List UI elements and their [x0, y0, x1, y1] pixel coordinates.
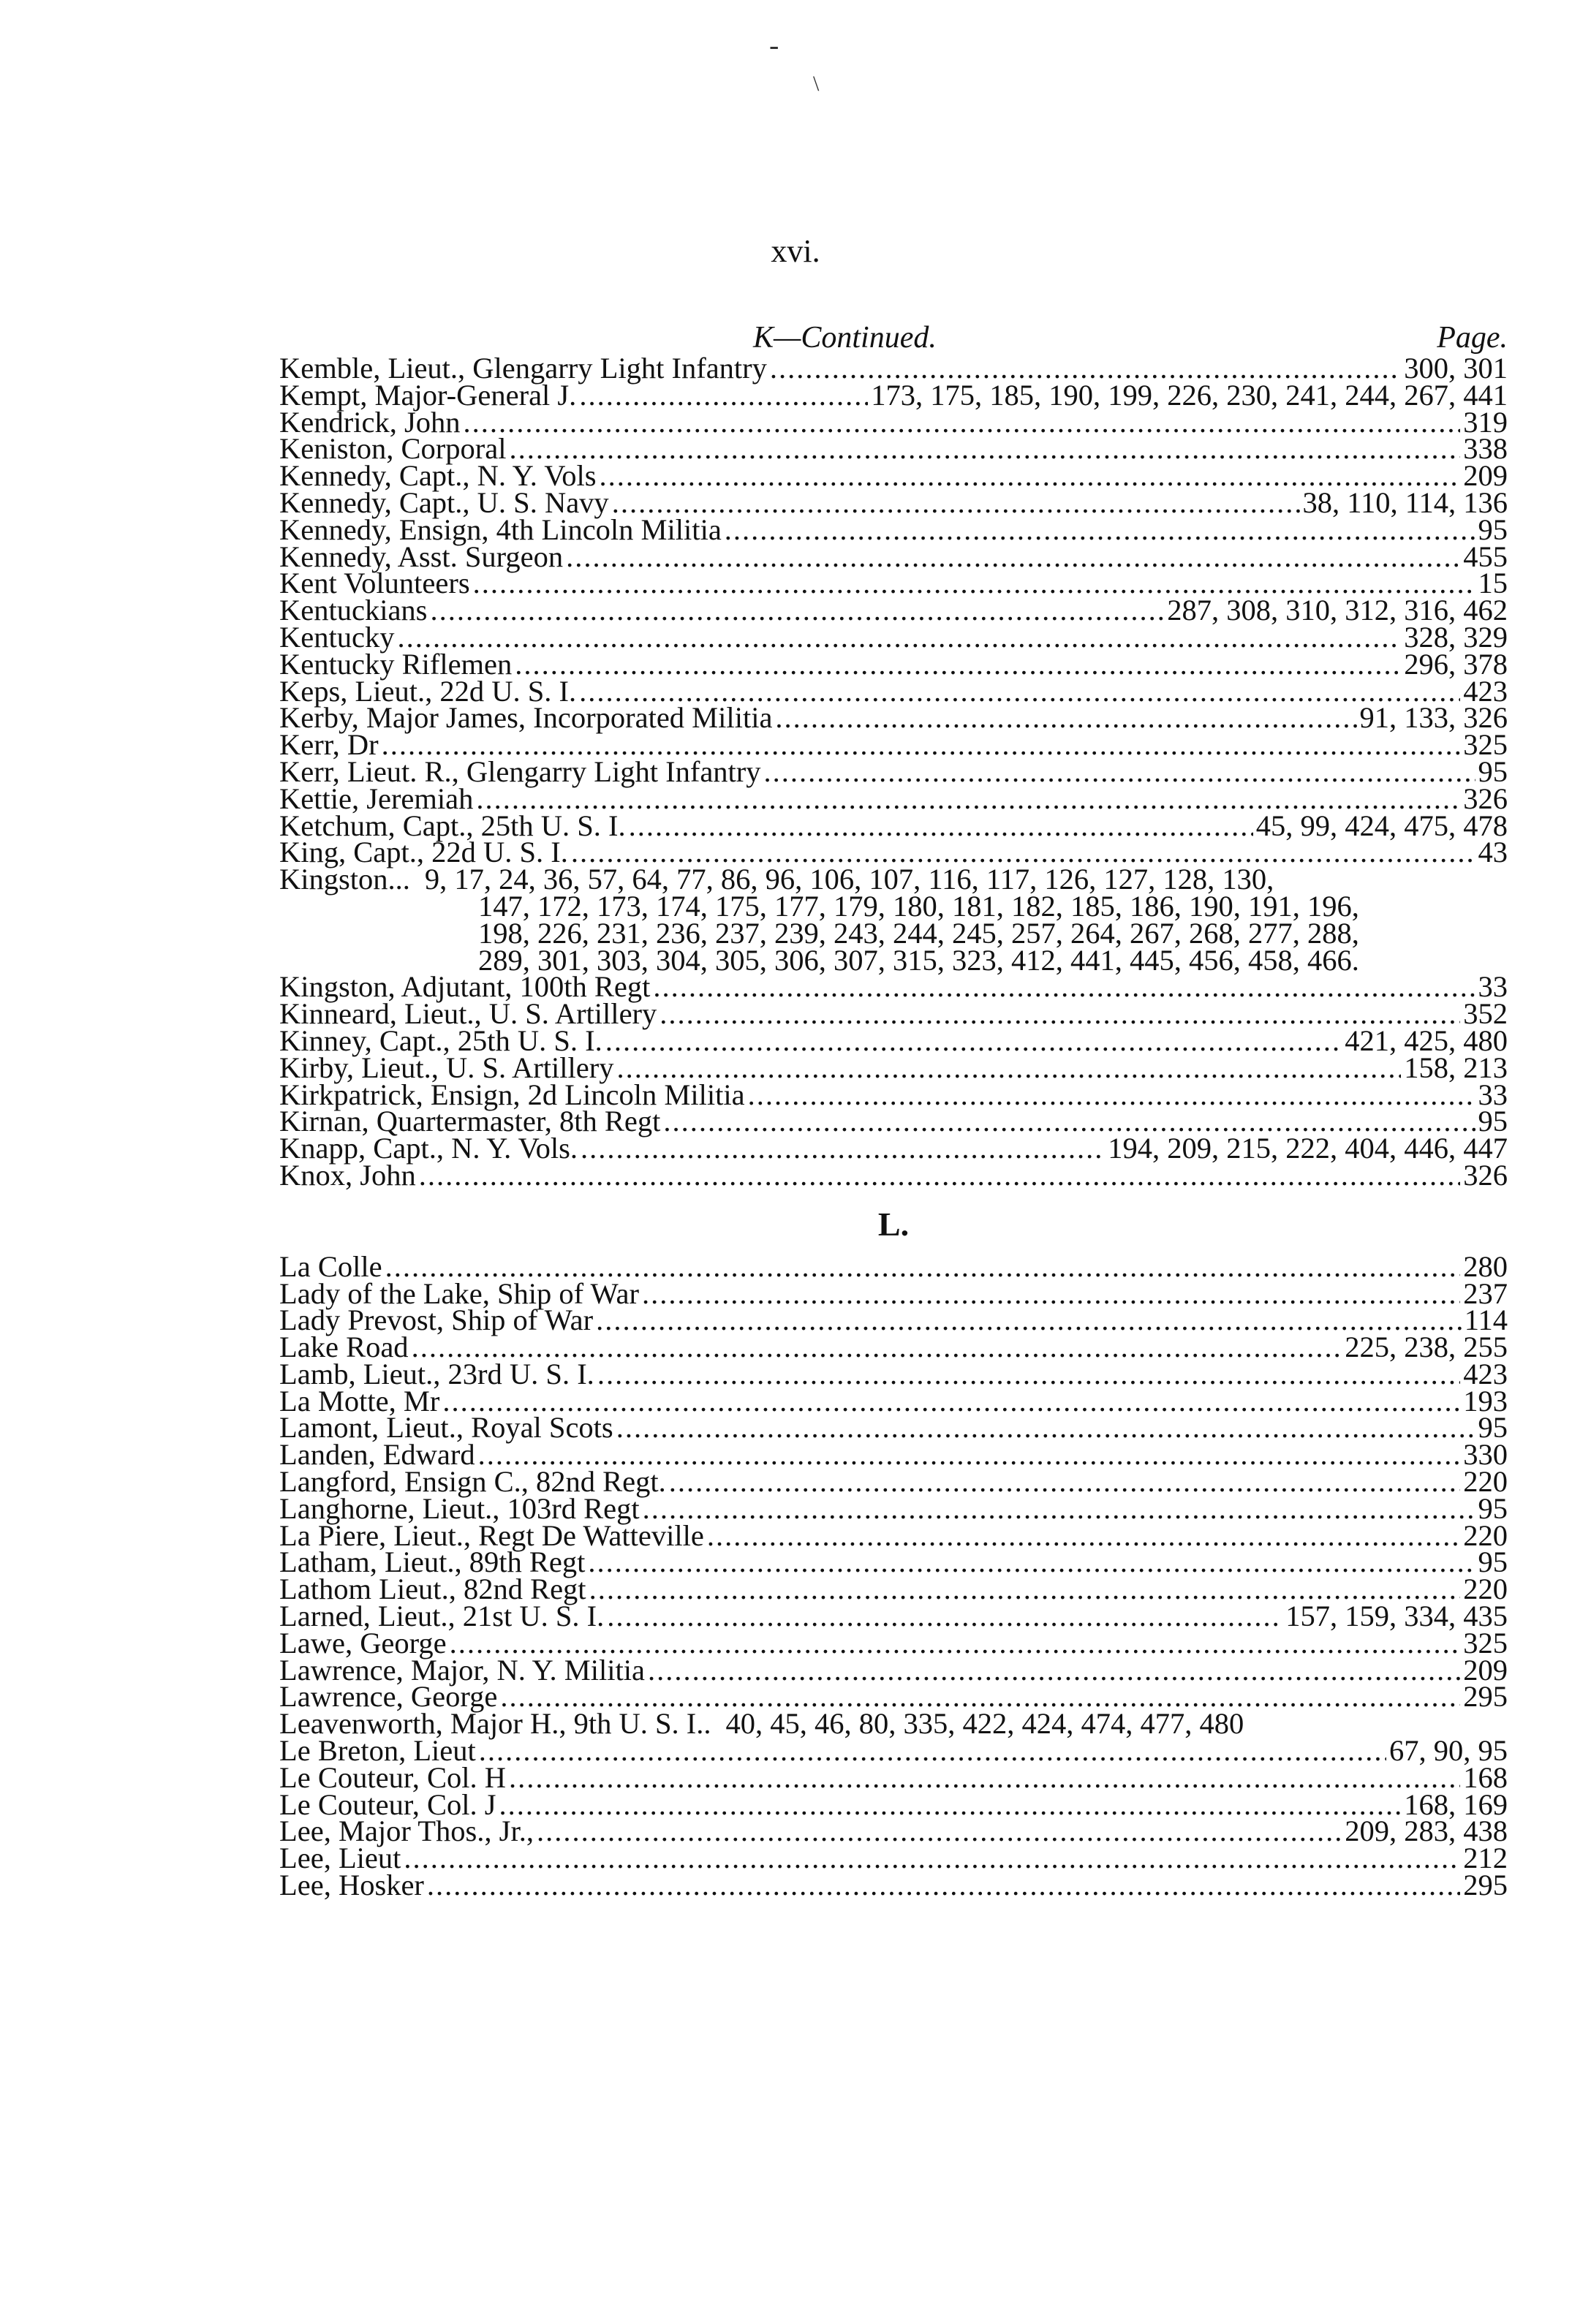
- entry-pages: 326: [1463, 1158, 1508, 1192]
- entry-pages: 225, 238, 255: [1345, 1331, 1508, 1364]
- entry-name: Keps, Lieut., 22d U. S. I.: [279, 674, 577, 708]
- index-entry: [279, 1303, 1508, 1337]
- entry-pages: 194, 209, 215, 222, 404, 446, 447: [1108, 1132, 1508, 1165]
- page-column-label: Page.: [1437, 321, 1508, 355]
- entry-pages: 423: [1463, 674, 1508, 708]
- entry-pages: 325: [1463, 728, 1508, 762]
- dot-leader: [566, 544, 1460, 571]
- index-sections: [279, 352, 1508, 1902]
- entry-pages: 168: [1463, 1760, 1508, 1794]
- entry-pages: 95: [1478, 1411, 1508, 1445]
- entry-pages: 209: [1463, 1653, 1508, 1687]
- page-number: xvi.: [771, 233, 820, 269]
- entry-name: Langhorne, Lieut., 103rd Regt: [279, 1491, 640, 1525]
- entry-pages: 168, 169: [1404, 1787, 1508, 1821]
- entry-pages: 287, 308, 310, 312, 316, 462: [1167, 594, 1508, 627]
- dot-leader: [660, 1001, 1460, 1028]
- entry-name: Lawrence, Major, N. Y. Militia: [279, 1653, 646, 1687]
- entry-name: Kennedy, Ensign, 4th Lincoln Militia: [279, 512, 722, 546]
- dot-leader: [596, 1307, 1462, 1334]
- entry-pages: 95: [1478, 512, 1508, 546]
- entry-pages: 95: [1478, 1545, 1508, 1579]
- index-header: [279, 306, 1508, 355]
- entry-name: Landen, Edward: [279, 1438, 475, 1472]
- entry-name: Lady of the Lake, Ship of War: [279, 1276, 639, 1310]
- entry-name: Kempt, Major-General J.: [279, 378, 577, 412]
- entry-name: Ketchum, Capt., 25th U. S. I.: [279, 809, 626, 842]
- entry-name: Lawe, George: [279, 1626, 447, 1659]
- dot-leader: [775, 705, 1356, 732]
- entry-pages: 209, 283, 438: [1345, 1814, 1508, 1848]
- dot-leader: [537, 1818, 1342, 1845]
- index-list: [279, 306, 1508, 1902]
- entry-name: Kennedy, Asst. Surgeon: [279, 540, 564, 573]
- dot-leader: [385, 1254, 1461, 1281]
- entry-name: Kemble, Lieut., Glengarry Light Infantry: [279, 352, 767, 385]
- dot-leader: [616, 1055, 1401, 1082]
- entry-pages-continued: 289, 301, 303, 304, 305, 306, 307, 315, 323, 412, 441, 445, 456, 458, 466.: [478, 943, 1359, 977]
- entry-pages: 158, 213: [1404, 1051, 1508, 1084]
- entry-name: Kinney, Capt., 25th U. S. I.: [279, 1023, 602, 1057]
- dot-leader: [588, 1549, 1475, 1576]
- index-entry: [279, 1357, 1508, 1390]
- dot-leader: [669, 1469, 1461, 1496]
- dot-leader: [605, 1028, 1342, 1055]
- entry-pages: 352: [1463, 997, 1508, 1031]
- entry-pages: 67, 90, 95: [1389, 1734, 1508, 1768]
- entry-name: Latham, Lieut., 89th Regt: [279, 1545, 586, 1579]
- dot-leader: [764, 759, 1475, 786]
- entry-pages: 33: [1478, 1078, 1508, 1111]
- entry-name: Larned, Lieut., 21st U. S. I.: [279, 1600, 605, 1633]
- entry-name: Kirnan, Quartermaster, 8th Regt: [279, 1105, 661, 1138]
- entry-name: Kerr, Dr: [279, 728, 379, 762]
- entry-name: Lake Road: [279, 1331, 409, 1364]
- entry-pages: 9, 17, 24, 36, 57, 64, 77, 86, 96, 106, 107, 116, 117, 126, 127, 128, 130,: [424, 863, 1274, 896]
- entry-name: Kerby, Major James, Incorporated Militia: [279, 701, 773, 735]
- dot-leader: [427, 1872, 1460, 1899]
- entry-name: Leavenworth, Major H., 9th U. S. I..: [279, 1707, 711, 1741]
- entry-pages: 40, 45, 46, 80, 335, 422, 424, 474, 477, 480: [725, 1707, 1244, 1741]
- entry-pages: 157, 159, 334, 435: [1285, 1600, 1508, 1633]
- dot-leader: [515, 651, 1401, 678]
- index-entry: [279, 1158, 1508, 1192]
- entry-pages: 455: [1463, 540, 1508, 573]
- entry-pages: 325: [1463, 1626, 1508, 1659]
- index-entry: [279, 1814, 1508, 1848]
- entry-name: Kentucky Riflemen: [279, 647, 513, 681]
- entry-name: Knox, John: [279, 1158, 416, 1192]
- index-entry: [279, 594, 1508, 627]
- entry-pages: 212: [1463, 1842, 1508, 1875]
- entry-pages-continued: 198, 226, 231, 236, 237, 239, 243, 244, 245, 257, 264, 267, 268, 277, 288,: [478, 916, 1359, 950]
- dot-leader: [648, 1657, 1460, 1684]
- entry-pages: 295: [1463, 1680, 1508, 1714]
- dot-leader: [397, 624, 1401, 651]
- index-entry: [279, 1051, 1508, 1084]
- entry-pages: 300, 301: [1404, 352, 1508, 385]
- entry-pages: 33: [1478, 970, 1508, 1004]
- dot-leader: [509, 1765, 1460, 1792]
- dot-leader: [748, 1082, 1475, 1109]
- entry-pages: 193: [1463, 1384, 1508, 1418]
- index-entry: [279, 1132, 1508, 1165]
- entry-pages: 114: [1464, 1303, 1508, 1337]
- entry-name: Kentucky: [279, 620, 395, 654]
- dot-leader: [597, 1361, 1460, 1388]
- stray-mark: -: [769, 29, 779, 61]
- entry-name: Keniston, Corporal: [279, 432, 507, 466]
- entry-name: Kinneard, Lieut., U. S. Artillery: [279, 997, 657, 1031]
- dot-leader: [642, 1281, 1460, 1308]
- entry-name: Lee, Hosker: [279, 1869, 424, 1902]
- entry-name: Lee, Lieut: [279, 1842, 401, 1875]
- entry-name: Le Breton, Lieut: [279, 1734, 476, 1768]
- index-entry: [279, 1842, 1508, 1875]
- entry-pages: 95: [1478, 1491, 1508, 1525]
- index-entry: [279, 1869, 1508, 1902]
- dot-leader: [653, 974, 1475, 1001]
- dot-leader: [725, 517, 1475, 544]
- entry-pages: 209: [1463, 459, 1508, 493]
- dot-leader: [643, 1496, 1475, 1523]
- entry-name: Le Couteur, Col. H: [279, 1760, 506, 1794]
- entry-name: Lady Prevost, Ship of War: [279, 1303, 594, 1337]
- dot-leader: [616, 1415, 1475, 1442]
- dot-leader: [479, 1738, 1386, 1765]
- entry-pages: 421, 425, 480: [1345, 1023, 1508, 1057]
- entry-pages: 15: [1478, 567, 1508, 600]
- dot-leader: [430, 597, 1164, 624]
- entry-pages: 338: [1463, 432, 1508, 466]
- entry-name: Lamont, Lieut., Royal Scots: [279, 1411, 613, 1445]
- entry-pages: 237: [1463, 1276, 1508, 1310]
- entry-name: La Colle: [279, 1249, 382, 1283]
- entry-name: Kettie, Jeremiah: [279, 781, 474, 815]
- dot-leader: [404, 1845, 1460, 1872]
- dot-leader: [581, 1135, 1105, 1162]
- entry-pages: 280: [1463, 1249, 1508, 1283]
- entry-name: Kendrick, John: [279, 405, 461, 439]
- entry-name: Lamb, Lieut., 23rd U. S. I.: [279, 1357, 594, 1390]
- entry-pages: 326: [1463, 781, 1508, 815]
- entry-name: Kirkpatrick, Ensign, 2d Lincoln Militia: [279, 1078, 745, 1111]
- index-entry: [279, 1600, 1508, 1633]
- entry-name: Langford, Ensign C., 82nd Regt.: [279, 1465, 666, 1499]
- entry-pages: 295: [1463, 1869, 1508, 1902]
- entry-pages: 296, 378: [1404, 647, 1508, 681]
- entry-name: Kingston...: [279, 863, 410, 896]
- entry-name: Kerr, Lieut. R., Glengarry Light Infantry: [279, 754, 761, 788]
- dot-leader: [463, 409, 1460, 436]
- entry-pages: 220: [1463, 1518, 1508, 1552]
- entry-name: Le Couteur, Col. J: [279, 1787, 496, 1821]
- entry-name: Kingston, Adjutant, 100th Regt: [279, 970, 651, 1004]
- index-entry: [279, 378, 1508, 412]
- entry-name: Kennedy, Capt., U. S. Navy: [279, 485, 609, 519]
- entry-name: La Motte, Mr: [279, 1384, 440, 1418]
- entry-pages: 95: [1478, 754, 1508, 788]
- entry-name: Knapp, Capt., N. Y. Vols.: [279, 1132, 578, 1165]
- entry-pages: 38, 110, 114, 136: [1302, 485, 1508, 519]
- entry-pages: 220: [1463, 1465, 1508, 1499]
- index-entry: [279, 701, 1508, 735]
- entry-name: Kennedy, Capt., N. Y. Vols: [279, 459, 597, 493]
- entry-pages-continued: 147, 172, 173, 174, 175, 177, 179, 180, 181, 182, 185, 186, 190, 191, 196,: [478, 889, 1359, 923]
- entry-name: Kentuckians: [279, 594, 428, 627]
- entry-pages: 220: [1463, 1572, 1508, 1606]
- entry-name: Lathom Lieut., 82nd Regt: [279, 1572, 586, 1606]
- entry-pages: 330: [1463, 1438, 1508, 1472]
- entry-name: Kent Volunteers: [279, 567, 470, 600]
- entry-name: Lawrence, George: [279, 1680, 498, 1714]
- entry-name: Lee, Major Thos., Jr.,: [279, 1814, 534, 1848]
- entry-pages: 95: [1478, 1105, 1508, 1138]
- entry-pages: 43: [1478, 836, 1508, 869]
- section-letter-heading: L.: [877, 1205, 910, 1243]
- entry-name: King, Capt., 22d U. S. I.: [279, 836, 568, 869]
- index-entry: [279, 1249, 1508, 1283]
- entry-name: La Piere, Lieut., Regt De Watteville: [279, 1518, 704, 1552]
- dot-leader: [629, 813, 1253, 840]
- dot-leader: [607, 1603, 1282, 1630]
- entry-pages: 45, 99, 424, 475, 478: [1255, 809, 1508, 842]
- dot-leader: [419, 1162, 1460, 1189]
- entry-pages: 319: [1463, 405, 1508, 439]
- entry-pages: 328, 329: [1404, 620, 1508, 654]
- section-continued-heading: K—Continued.: [753, 321, 937, 355]
- dot-leader: [707, 1523, 1460, 1550]
- dot-leader: [499, 1792, 1401, 1819]
- entry-pages: 423: [1463, 1357, 1508, 1390]
- dot-leader: [509, 436, 1460, 463]
- entry-pages: 91, 133, 326: [1359, 701, 1508, 735]
- stray-mark: \: [813, 72, 820, 96]
- entry-pages: 173, 175, 185, 190, 199, 226, 230, 241, 244, 267, 441: [871, 378, 1508, 412]
- dot-leader: [579, 382, 868, 409]
- entry-name: Kirby, Lieut., U. S. Artillery: [279, 1051, 614, 1084]
